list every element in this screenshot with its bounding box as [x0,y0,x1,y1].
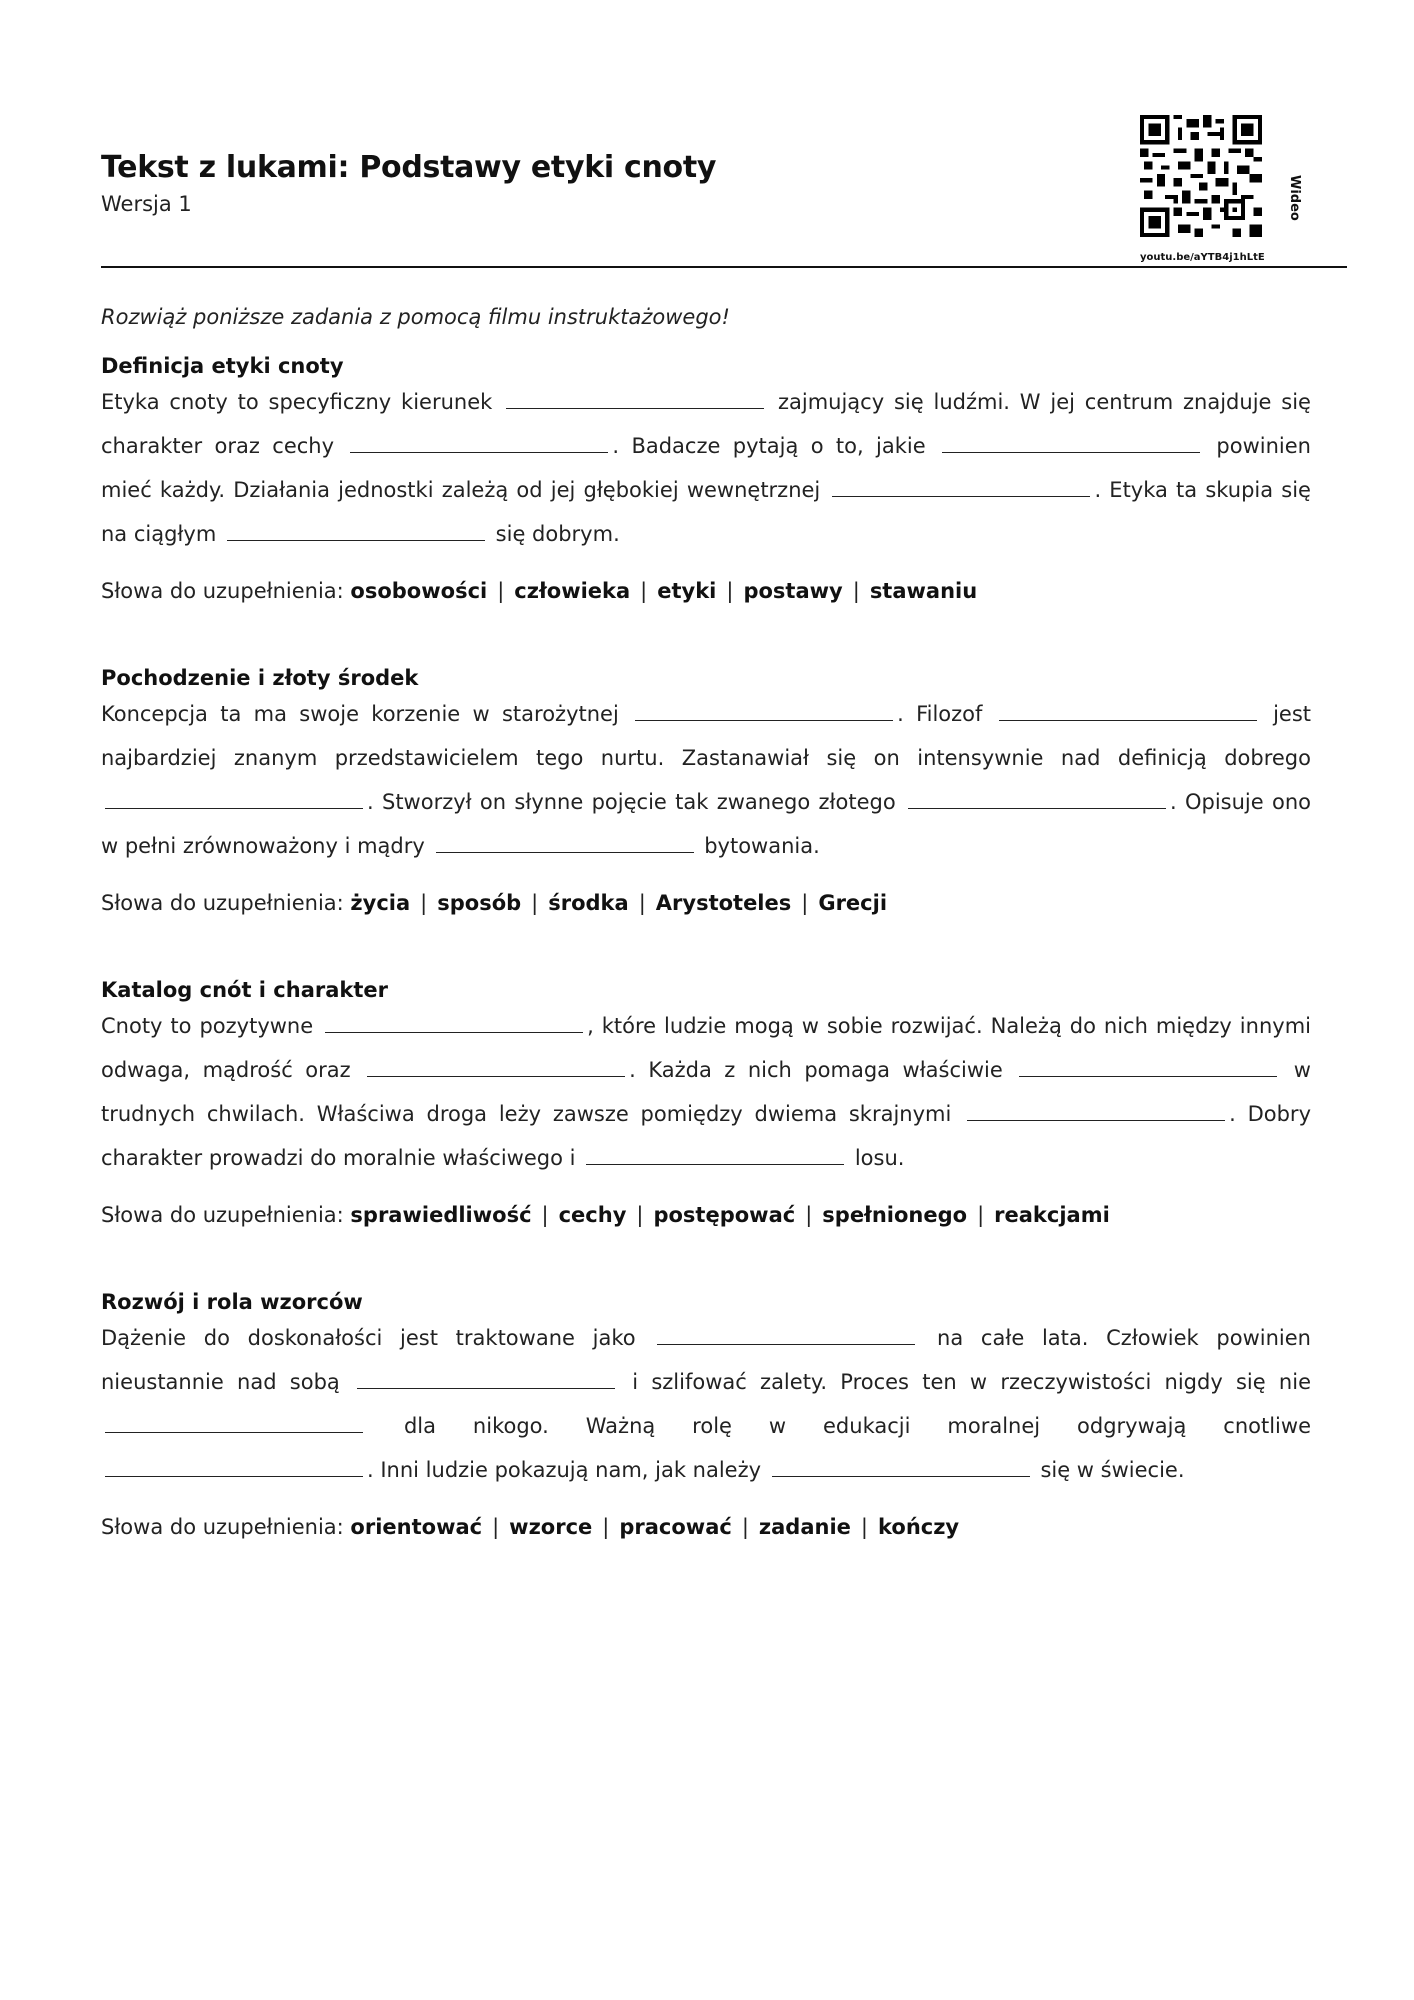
fill-blank[interactable] [635,698,893,721]
section-heading: Katalog cnót i charakter [101,978,389,1002]
word-bank-word: Arystoteles [655,891,792,915]
section-origins [101,664,1311,918]
text-fragment: . Stworzył on słynne pojęcie tak zwanego złotego [367,790,896,814]
fill-blank[interactable] [1019,1054,1277,1077]
word-bank-label: Słowa do uzupełnienia: [101,579,344,603]
text-fragment: , które ludzie mogą w sobie rozwijać. Należą do nich między innymi odwaga, mądrość oraz [101,1014,1311,1082]
qr-url-label: youtu.be/aYTB4j1hLtE [1140,252,1265,263]
word-bank: Słowa do uzupełnienia: sprawiedliwość | cechy | postępować | spełnionego | reakcjami [101,1203,1110,1227]
word-bank: Słowa do uzupełnienia: orientować | wzorce | pracować | zadanie | kończy [101,1515,960,1539]
word-bank-label: Słowa do uzupełnienia: [101,891,344,915]
text-fragment: . Inni ludzie pokazują nam, jak należy [367,1458,762,1482]
page-title: Tekst z lukami: Podstawy etyki cnoty [101,150,717,185]
word-bank-word: reakcjami [994,1203,1110,1227]
section-heading: Definicja etyki cnoty [101,354,344,378]
text-fragment: Koncepcja ta ma swoje korzenie w starożytnej [101,702,619,726]
word-bank-word: życia [350,891,411,915]
fill-blank[interactable] [357,1366,615,1389]
text-fragment: Etyka cnoty to specyficzny kierunek [101,390,493,414]
fill-blank[interactable] [105,1410,363,1433]
text-fragment: . Etyka ta skupia się na ciągłym [101,478,1311,546]
word-bank-word: zadanie [758,1515,851,1539]
fill-blank[interactable] [942,430,1200,453]
text-fragment: losu. [854,1146,905,1170]
word-bank-word: postępować [653,1203,796,1227]
fill-blank[interactable] [325,1010,583,1033]
text-fragment: powinien mieć każdy. Działania jednostki zależą od jej głębokiej wewnętrznej [101,434,1311,502]
text-fragment: się w świecie. [1040,1458,1185,1482]
word-bank-word: Grecji [818,891,888,915]
fill-blank[interactable] [506,386,764,409]
text-fragment: . Dobry charakter prowadzi do moralnie właściwego i [101,1102,1311,1170]
word-bank: Słowa do uzupełnienia: osobowości | człowieka | etyki | postawy | stawaniu [101,579,978,603]
fill-blank[interactable] [105,786,363,809]
section-virtues [101,976,1311,1230]
fill-blank[interactable] [367,1054,625,1077]
text-fragment: Cnoty to pozytywne [101,1014,314,1038]
worksheet-header [101,148,1101,218]
section-heading: Pochodzenie i złoty środek [101,666,419,690]
section-definition [101,352,1311,606]
fill-blank[interactable] [832,474,1090,497]
fill-blank[interactable] [227,518,485,541]
word-bank-word: pracować [619,1515,732,1539]
fill-blank[interactable] [657,1322,915,1345]
text-fragment: i szlifować zalety. Proces ten w rzeczywistości nigdy się nie [632,1370,1311,1394]
text-fragment: . Każda z nich pomaga właściwie [629,1058,1003,1082]
word-bank-word: sprawiedliwość [350,1203,532,1227]
fill-blank[interactable] [999,698,1257,721]
fill-blank[interactable] [586,1142,844,1165]
word-bank-word: wzorce [509,1515,593,1539]
text-fragment: zajmujący się ludźmi. W jej centrum znajduje się charakter oraz cechy [101,390,1311,458]
fill-blank[interactable] [772,1454,1030,1477]
word-bank-word: orientować [350,1515,483,1539]
word-bank-word: cechy [558,1203,627,1227]
section-heading: Rozwój i rola wzorców [101,1290,363,1314]
fill-blank[interactable] [105,1454,363,1477]
word-bank-word: sposób [437,891,522,915]
word-bank-word: kończy [877,1515,960,1539]
word-bank-word: spełnionego [822,1203,968,1227]
section-paragraph [101,1316,1311,1492]
qr-code-icon[interactable] [1140,115,1262,237]
text-fragment: . Badacze pytają o to, jakie [612,434,926,458]
word-bank-word: osobowości [350,579,488,603]
fill-blank[interactable] [350,430,608,453]
word-bank-label: Słowa do uzupełnienia: [101,1203,344,1227]
instructions: Rozwiąż poniższe zadania z pomocą filmu instruktażowego! [101,305,730,329]
section-paragraph [101,692,1311,868]
section-paragraph [101,380,1311,556]
word-bank: Słowa do uzupełnienia: życia | sposób | środka | Arystoteles | Grecji [101,891,888,915]
text-fragment: bytowania. [704,834,820,858]
word-bank-word: człowieka [514,579,631,603]
text-fragment: dla nikogo. Ważną rolę w edukacji moralnej odgrywają cnotliwe [403,1414,1311,1438]
text-fragment: . Filozof [897,702,983,726]
text-fragment: . Opisuje ono w pełni zrównoważony i mądry [101,790,1311,858]
text-fragment: Dążenie do doskonałości jest traktowane jako [101,1326,636,1350]
fill-blank[interactable] [967,1098,1225,1121]
text-fragment: się dobrym. [495,522,620,546]
word-bank-word: stawaniu [869,579,978,603]
word-bank-word: etyki [657,579,717,603]
word-bank-word: postawy [743,579,843,603]
section-paragraph [101,1004,1311,1180]
video-label: Wideo [1287,175,1302,221]
text-fragment: w trudnych chwilach. Właściwa droga leży zawsze pomiędzy dwiema skrajnymi [101,1058,1311,1126]
fill-blank[interactable] [436,830,694,853]
version-label: Wersja 1 [101,192,192,216]
section-development [101,1288,1311,1542]
fill-blank[interactable] [908,786,1166,809]
text-fragment: na całe lata. Człowiek powinien nieustannie nad sobą [101,1326,1311,1394]
word-bank-word: środka [548,891,629,915]
text-fragment: jest najbardziej znanym przedstawicielem tego nurtu. Zastanawiał się on intensywnie nad definicją dobrego [101,702,1311,770]
word-bank-label: Słowa do uzupełnienia: [101,1515,344,1539]
worksheet-content [101,302,1311,1600]
header-divider [101,266,1347,268]
